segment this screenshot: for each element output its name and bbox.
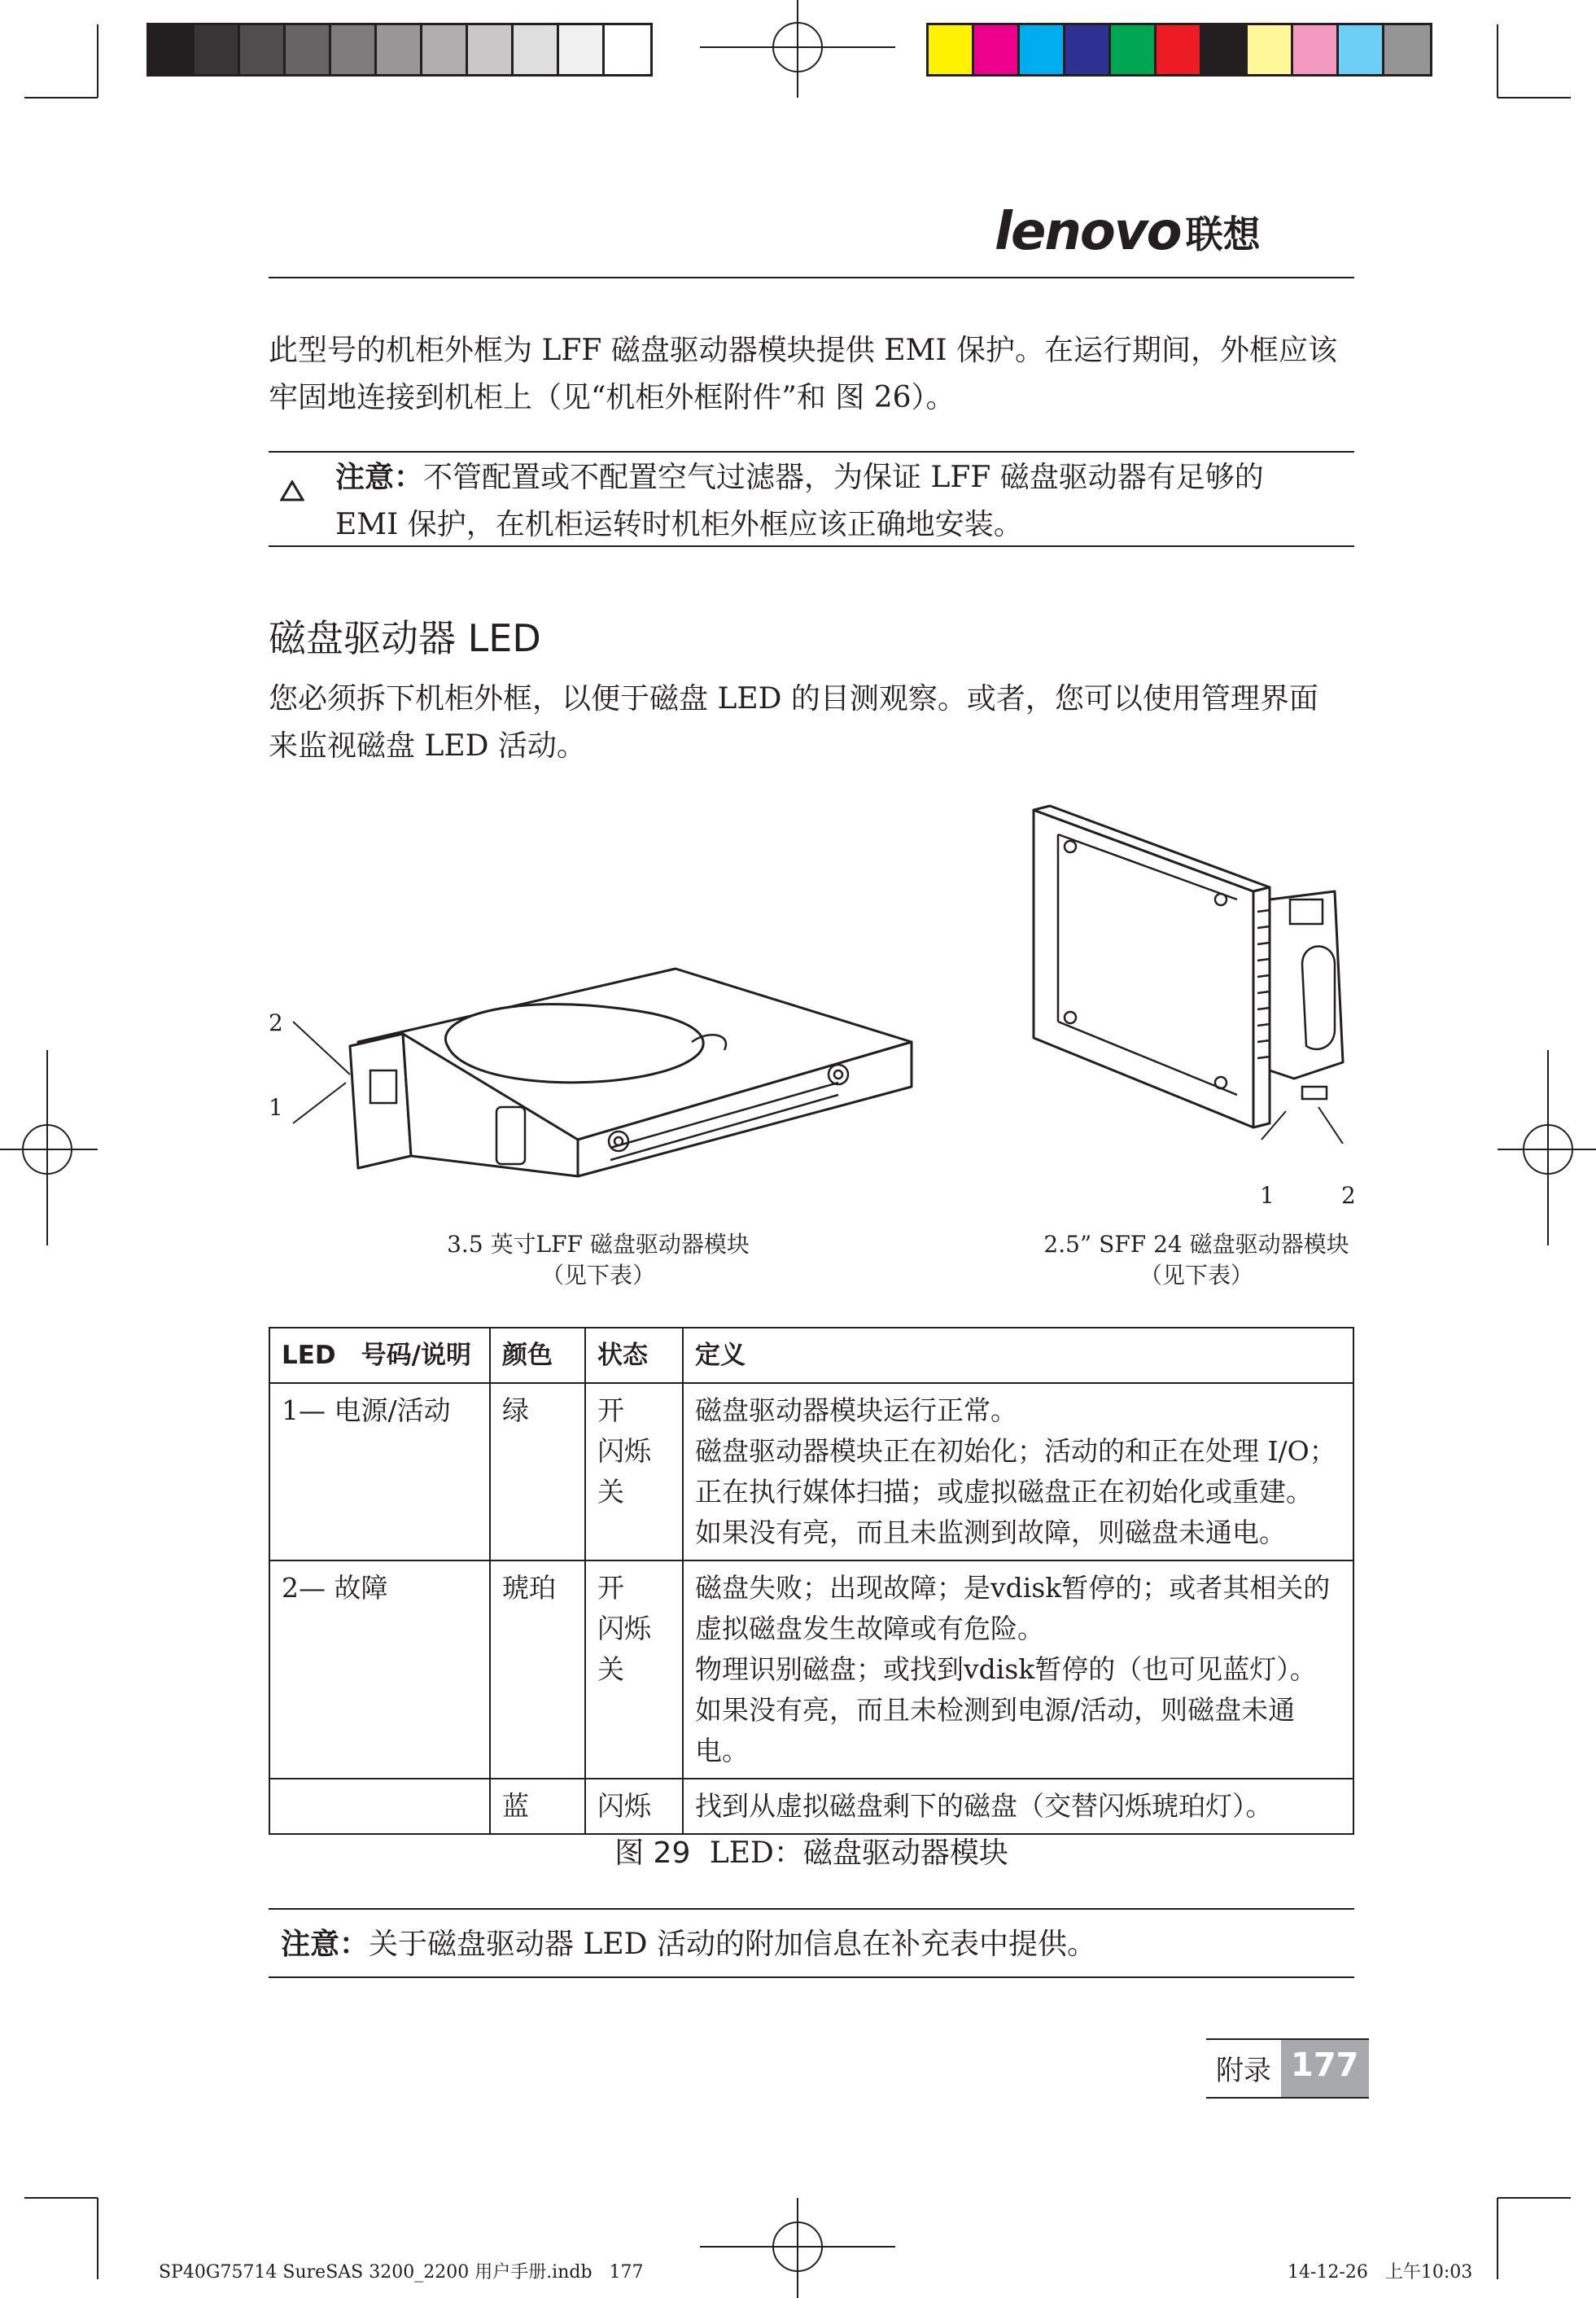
led-state-cell: [585, 1779, 683, 1834]
led-table: [269, 1327, 1354, 1835]
state-item: 闪烁: [597, 1435, 651, 1467]
note-top-rule: [269, 1908, 1354, 1910]
caution-line-1: 不管配置或不配置空气过滤器，为保证 LFF 磁盘驱动器有足够的: [423, 461, 1264, 494]
sff-caption-line-1: 2.5” SFF 24 磁盘驱动器模块: [1043, 1231, 1349, 1258]
lff-callout-2: 2: [269, 1009, 283, 1036]
led-definition-cell: [683, 1383, 1353, 1560]
lenovo-logo: [995, 204, 1261, 260]
print-slug-date: 14-12-26 上午10:03: [1288, 2262, 1473, 2283]
table-row: [269, 1383, 1353, 1560]
led-state-cell: [585, 1560, 683, 1779]
state-item: 开: [597, 1394, 624, 1426]
note-text: 关于磁盘驱动器 LED 活动的附加信息在补充表中提供。: [369, 1928, 1096, 1961]
state-item: 闪烁: [597, 1790, 651, 1822]
lenovo-logo-cn: 联想: [1185, 212, 1261, 256]
table-header-cell: 状态: [585, 1328, 683, 1383]
section-line-1: 您必须拆下机柜外框，以便于磁盘 LED 的目测观察。或者，您可以使用管理界面: [269, 682, 1318, 716]
lff-callout-1: 1: [269, 1094, 283, 1121]
lff-caption-line-2: （见下表）: [540, 1262, 655, 1289]
led-number-cell: 1— 电源/活动: [269, 1383, 490, 1560]
led-definition-cell: [683, 1560, 1353, 1779]
caution-top-rule: [269, 451, 1354, 453]
page-number: 177: [1281, 2040, 1369, 2097]
figure-caption-label: 图 29: [614, 1836, 691, 1870]
definition-line: 电。: [695, 1735, 749, 1766]
led-color-cell: 琥珀: [490, 1560, 585, 1779]
table-row: [269, 1779, 1353, 1834]
state-item: 关: [597, 1653, 624, 1685]
definition-line: 找到从虚拟磁盘剩下的磁盘（交替闪烁琥珀灯）。: [695, 1790, 1273, 1822]
definition-line: 虚拟磁盘发生故障或有危险。: [695, 1613, 1044, 1644]
section-paragraph: [269, 676, 1359, 770]
lff-caption-line-1: 3.5 英寸LFF 磁盘驱动器模块: [447, 1231, 750, 1258]
state-item: 开: [597, 1572, 624, 1604]
state-item: 关: [597, 1476, 624, 1508]
lenovo-logo-text: lenovo: [995, 202, 1181, 262]
led-color-cell: 绿: [490, 1383, 585, 1560]
definition-line: 物理识别磁盘；或找到vdisk暂停的（也可见蓝灯）。: [695, 1653, 1317, 1685]
definition-line: 正在执行媒体扫描；或虚拟磁盘正在初始化或重建。: [695, 1476, 1313, 1508]
definition-line: 磁盘失败；出现故障；是vdisk暂停的；或者其相关的: [695, 1572, 1331, 1604]
table-row: [269, 1560, 1353, 1779]
caution-label: 注意：: [335, 461, 424, 494]
note-block: [281, 1921, 1096, 1968]
lff-drive-illustration: [269, 952, 920, 1197]
page-footer: [1206, 2038, 1369, 2099]
definition-line: 如果没有亮，而且未监测到故障，则磁盘未通电。: [695, 1517, 1286, 1548]
intro-paragraph: [269, 327, 1359, 422]
caution-bottom-rule: [269, 545, 1354, 547]
lff-caption: [407, 1229, 789, 1291]
caution-line-2: EMI 保护，在机柜运转时机柜外框应该正确地安装。: [335, 508, 1023, 541]
figure-caption: [269, 1830, 1354, 1871]
definition-line: 磁盘驱动器模块正在初始化；活动的和正在处理 I/O；: [695, 1435, 1336, 1467]
intro-line-1: 此型号的机柜外框为 LFF 磁盘驱动器模块提供 EMI 保护。在运行期间，外框应该: [269, 334, 1337, 367]
led-color-cell: 蓝: [490, 1779, 585, 1834]
section-heading: 磁盘驱动器 LED: [269, 616, 541, 660]
led-state-cell: [585, 1383, 683, 1560]
section-line-2: 来监视磁盘 LED 活动。: [269, 729, 586, 763]
table-header-cell: 定义: [683, 1328, 1353, 1383]
warning-triangle-icon: [280, 469, 304, 516]
table-header-cell: LED 号码/说明: [269, 1328, 490, 1383]
sff-callout-2: 2: [1341, 1182, 1356, 1209]
lff-callout-lines: [285, 1009, 366, 1140]
caution-block: [269, 454, 1354, 549]
print-slug-file: SP40G75714 SureSAS 3200_2200 用户手册.indb 177: [159, 2262, 644, 2283]
definition-line: 磁盘驱动器模块运行正常。: [695, 1394, 1017, 1426]
header-rule: [269, 277, 1354, 278]
state-item: 闪烁: [597, 1613, 651, 1644]
sff-caption-line-2: （见下表）: [1139, 1262, 1253, 1289]
note-label: 注意：: [281, 1928, 369, 1961]
definition-line: 如果没有亮，而且未检测到电源/活动，则磁盘未通: [695, 1694, 1296, 1726]
note-bottom-rule: [269, 1976, 1354, 1978]
intro-line-2: 牢固地连接到机柜上（见“机柜外框附件”和 图 26）。: [269, 381, 955, 414]
sff-caption: [1009, 1229, 1384, 1291]
led-definition-cell: [683, 1779, 1353, 1834]
table-header-cell: 颜色: [490, 1328, 585, 1383]
led-number-cell: 2— 故障: [269, 1560, 490, 1779]
sff-callout-1: 1: [1260, 1182, 1275, 1209]
footer-section-label: 附录: [1216, 2055, 1271, 2087]
sff-drive-illustration: [1025, 802, 1367, 1144]
figure-caption-text: LED：磁盘驱动器模块: [709, 1836, 1008, 1870]
table-header-row: [269, 1328, 1353, 1383]
led-number-cell: [269, 1779, 490, 1834]
